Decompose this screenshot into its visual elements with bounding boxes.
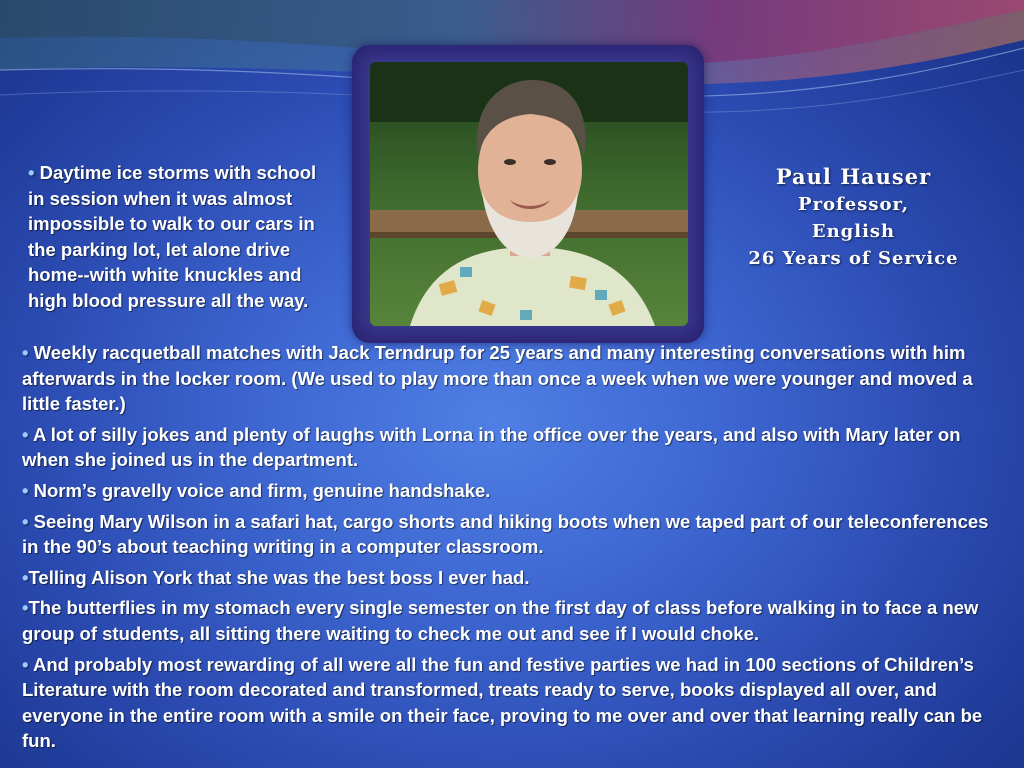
profile-name: Paul Hauser (775, 164, 932, 189)
memory-list (22, 340, 1007, 759)
bullet-marker: • (22, 566, 29, 588)
bullet-text: Telling Alison York that she was the best boss I ever had. (28, 566, 530, 588)
list-item (22, 478, 1007, 504)
bullet-marker: • (22, 653, 29, 675)
profile-block (712, 163, 995, 272)
bullet-text: Seeing Mary Wilson in a safari hat, cargo shorts and hiking boots when we taped part of our teleconferences in the 90’s about teaching writing in a computer classroom. (22, 510, 989, 558)
list-item (22, 565, 1007, 591)
bullet-marker: • (22, 597, 29, 619)
bullet-marker: • (22, 510, 29, 532)
profile-service: 26 Years of Service (748, 248, 959, 269)
list-item (22, 595, 1007, 646)
bullet-text: And probably most rewarding of all were all the fun and festive parties we had in 100 sections of Children’s Literature with the room decorated and transformed, treats ready to serve, books displayed all over, and everyone in the entire room with a smile on their face, proving to me over and over that learning really can be fun. (22, 653, 983, 752)
bullet-text: Daytime ice storms with school in session when it was almost impossible to walk to our cars in the parking lot, let alone drive home--with white knuckles and high blood pressure all the way. (28, 162, 317, 311)
bullet-marker: • (22, 342, 29, 363)
list-item (22, 652, 1007, 754)
bullet-text: The butterflies in my stomach every single semester on the first day of class before walking in to face a new group of students, all sitting there waiting to check me out and see if I would choke. (22, 597, 979, 644)
portrait-photo (370, 62, 688, 326)
bullet-text: Norm’s gravelly voice and firm, genuine handshake. (33, 479, 491, 501)
list-item (22, 422, 1007, 473)
bullet-text: A lot of silly jokes and plenty of laughs with Lorna in the office over the years, and also with Mary later on when she joined us in the department. (22, 423, 961, 471)
list-item (22, 509, 1007, 560)
profile-title: Professor, (798, 194, 909, 215)
list-item (22, 340, 1007, 417)
left-bullet-ice-storms (28, 160, 318, 314)
bullet-text: Weekly racquetball matches with Jack Terndrup for 25 years and many interesting conversations with him afterwards in the locker room. (We used to play more than once a week when we were younger and moved a little faster.) (22, 342, 973, 415)
bullet-marker: • (28, 162, 35, 183)
bullet-marker: • (22, 479, 29, 501)
profile-department: English (811, 221, 896, 242)
bullet-marker: • (22, 423, 29, 445)
